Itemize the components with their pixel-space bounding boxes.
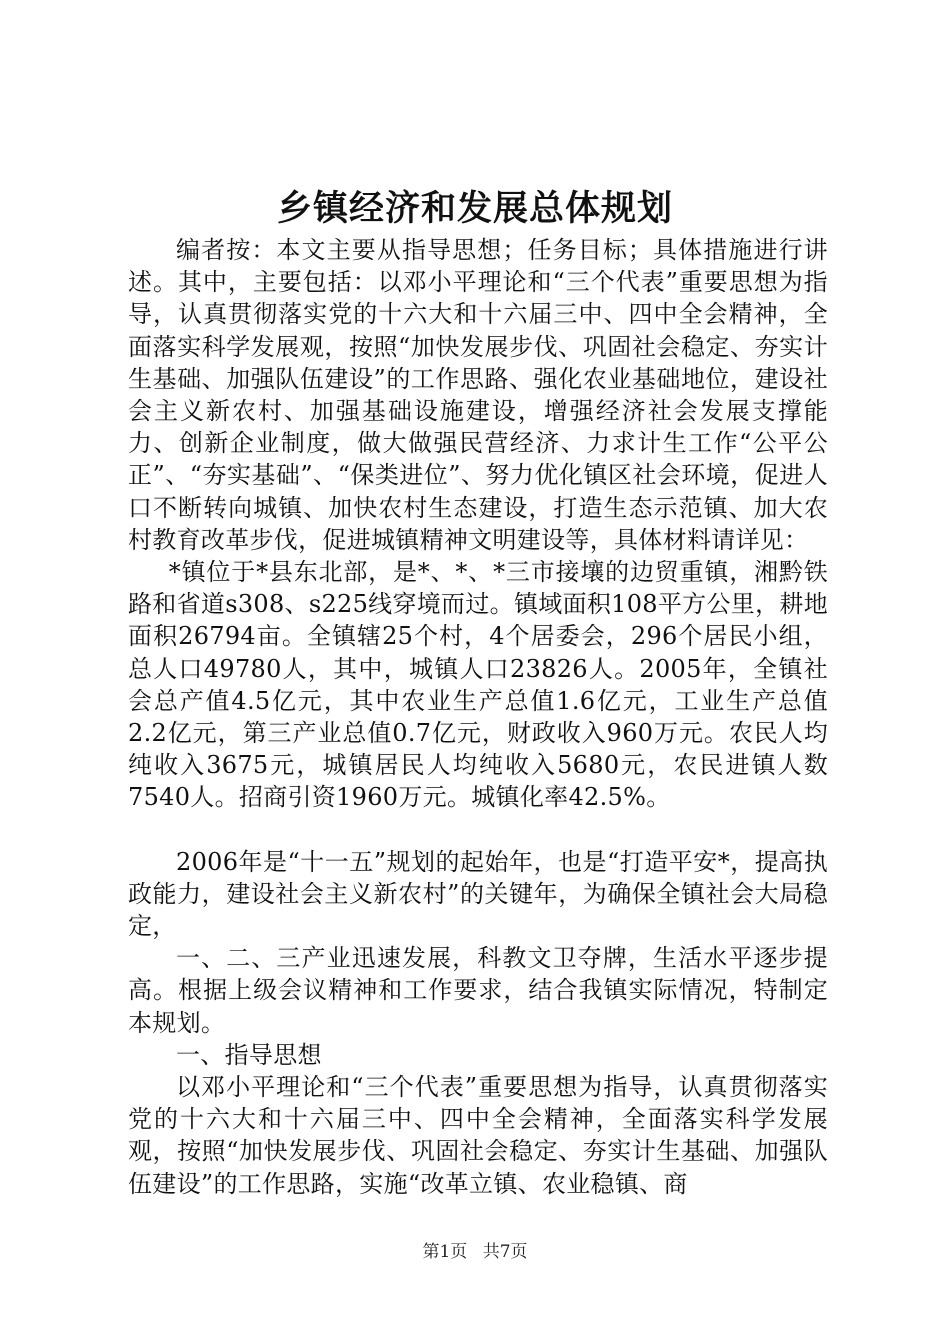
town-overview-paragraph: *镇位于*县东北部，是*、*、*三市接壤的边贸重镇，湘黔铁路和省道s308、s225线穿境而过。镇域面积108平方公里，耕地面积26794亩。全镇辖25个村，4个居委会，296个居民小组，总人口49780人，其中，城镇人口23826人。2005年，全镇社会总产值4.5亿元，其中农业生产总值1.6亿元，工业生产总值2.2亿元，第三产业总值0.7亿元，财政收入960万元。农民人均纯收入3675元，城镇居民人均纯收入5680元，农民进镇人数7540人。招商引资1960万元。城镇化率42.5%。: [128, 558, 828, 812]
page-number: 第1页: [422, 1242, 468, 1262]
document-body: [128, 234, 828, 1200]
document-title: 乡镇经济和发展总体规划: [276, 188, 673, 229]
development-paragraph: 一、二、三产业迅速发展，科教文卫夺牌，生活水平逐步提高。根据上级会议精神和工作要求，结合我镇实际情况，特制定本规划。: [128, 944, 828, 1037]
guiding-ideology-paragraph: 以邓小平理论和“三个代表”重要思想为指导，认真贯彻落实党的十六大和十六届三中、四中全会精神，全面落实科学发展观，按照“加快发展步伐、巩固社会稳定、夯实计生基础、加强队伍建设”的工作思路，实施“改革立镇、农业稳镇、商: [128, 1073, 828, 1198]
page-footer: [0, 1240, 950, 1264]
page-total: 共7页: [482, 1242, 528, 1262]
editor-note-paragraph: 编者按：本文主要从指导思想；任务目标；具体措施进行讲述。其中，主要包括：以邓小平理论和“三个代表”重要思想为指导，认真贯彻落实党的十六大和十六届三中、四中全会精神，全面落实科学发展观，按照“加快发展步伐、巩固社会稳定、夯实计生基础、加强队伍建设”的工作思路、强化农业基础地位，建设社会主义新农村、加强基础设施建设，增强经济社会发展支撑能力、创新企业制度，做大做强民营经济、力求计生工作“公平公正”、“夯实基础”、“保类进位”、努力优化镇区社会环境，促进人口不断转向城镇、加快农村生态建设，打造生态示范镇、加大农村教育改革步伐，促进城镇精神文明建设等，具体材料请详见：: [128, 236, 828, 554]
year-2006-paragraph: 2006年是“十一五”规划的起始年，也是“打造平安*，提高执政能力，建设社会主义新农村”的关键年，为确保全镇社会大局稳定，: [128, 847, 828, 941]
section-heading-guiding-ideology: 一、指导思想: [176, 1040, 322, 1069]
